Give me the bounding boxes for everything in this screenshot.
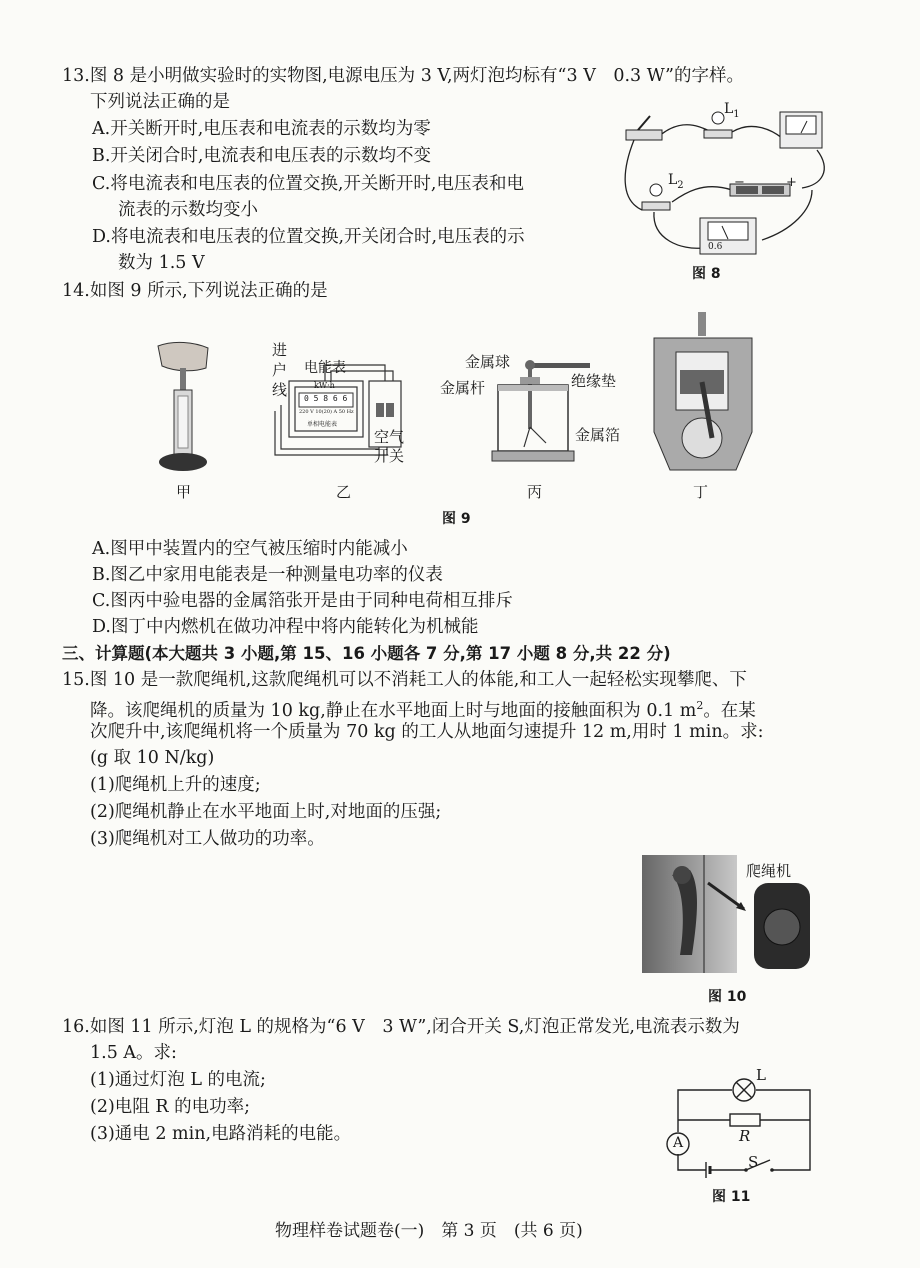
q15-line1: 15.图 10 是一款爬绳机,这款爬绳机可以不消耗工人的体能,和工人一起轻松实现攀爬、下 bbox=[62, 670, 747, 690]
figure-8-caption: 图 8 bbox=[692, 266, 721, 282]
fig9-label-metal-ball: 金属球 bbox=[465, 353, 511, 371]
fig9-label-jia: 甲 bbox=[176, 483, 192, 501]
q14-option-b: B.图乙中家用电能表是一种测量电功率的仪表 bbox=[92, 565, 443, 585]
fig9-label-inlet: 进 户 线 bbox=[272, 341, 288, 399]
q13-option-b: B.开关闭合时,电流表和电压表的示数均不变 bbox=[92, 146, 431, 166]
fig8-meter-scale: 0.6 bbox=[708, 242, 723, 252]
q14-stem: 14.如图 9 所示,下列说法正确的是 bbox=[62, 281, 328, 301]
fig11-label-ammeter-A: A bbox=[673, 1135, 684, 1151]
q16-sub2: (2)电阻 R 的电功率; bbox=[90, 1097, 250, 1117]
q13-stem-line1: 13.图 8 是小明做实验时的实物图,电源电压为 3 V,两灯泡均标有“3 V 0.3 W”的字样。 bbox=[62, 66, 744, 86]
fig9-label-meter: 电能表 bbox=[304, 360, 346, 376]
q15-sub2: (2)爬绳机静止在水平地面上时,对地面的压强; bbox=[90, 802, 442, 822]
figure-9-jia-compression-tube bbox=[150, 340, 220, 480]
q13-stem-line2: 下列说法正确的是 bbox=[90, 92, 230, 112]
figure-11-circuit-diagram bbox=[664, 1068, 814, 1178]
q15-line3: 次爬升中,该爬绳机将一个质量为 70 kg 的工人从地面匀速提升 12 m,用时 1 min。求: bbox=[90, 722, 764, 742]
fig11-label-lamp-L: L bbox=[756, 1066, 766, 1084]
fig9-label-insulation-pad: 绝缘垫 bbox=[571, 372, 617, 390]
figure-11-caption: 图 11 bbox=[712, 1189, 751, 1205]
section-3-header: 三、计算题(本大题共 3 小题,第 15、16 小题各 7 分,第 17 小题 8 分,共 22 分) bbox=[62, 644, 671, 663]
fig9-meter-spec: 220 V 10(20) A 50 Hz bbox=[299, 409, 354, 415]
q15-sub1: (1)爬绳机上升的速度; bbox=[90, 775, 261, 795]
q13-option-c-line1: C.将电流表和电压表的位置交换,开关断开时,电压表和电 bbox=[92, 174, 524, 194]
fig10-label-rope-climber: 爬绳机 bbox=[746, 862, 792, 880]
fig8-battery-plus: + bbox=[786, 175, 797, 190]
q15-line4: (g 取 10 N/kg) bbox=[90, 748, 215, 768]
q15-sub3: (3)爬绳机对工人做功的功率。 bbox=[90, 829, 325, 849]
fig8-label-l2: $L_2$ bbox=[668, 172, 684, 191]
fig9-meter-name: 单相电能表 bbox=[307, 421, 338, 428]
figure-9-ding-engine bbox=[648, 312, 758, 477]
q13-option-d-line2: 数为 1.5 V bbox=[118, 253, 205, 273]
q16-line1: 16.如图 11 所示,灯泡 L 的规格为“6 V 3 W”,闭合开关 S,灯泡正常发光,电流表示数为 bbox=[62, 1017, 740, 1037]
fig8-label-l1: $L_1$ bbox=[724, 101, 740, 120]
q16-sub3: (3)通电 2 min,电路消耗的电能。 bbox=[90, 1124, 352, 1144]
q16-line2: 1.5 A。求: bbox=[90, 1043, 177, 1063]
fig9-label-metal-rod: 金属杆 bbox=[440, 379, 486, 397]
fig9-label-yi: 乙 bbox=[336, 483, 352, 501]
q13-option-a: A.开关断开时,电压表和电流表的示数均为零 bbox=[92, 119, 431, 139]
q14-option-c: C.图丙中验电器的金属箔张开是由于同种电荷相互排斥 bbox=[92, 591, 513, 611]
fig9-meter-reading: 0 5 8 6 6 bbox=[304, 394, 348, 403]
fig8-battery-minus: − bbox=[734, 175, 745, 190]
q13-option-d-line1: D.将电流表和电压表的位置交换,开关闭合时,电压表的示 bbox=[92, 227, 525, 247]
figure-9-caption: 图 9 bbox=[442, 511, 471, 527]
fig9-label-metal-foil: 金属箔 bbox=[575, 426, 621, 444]
fig11-label-switch-S: S bbox=[748, 1153, 759, 1171]
fig9-label-air-switch: 空气 开关 bbox=[374, 428, 405, 465]
fig9-label-ding: 丁 bbox=[693, 483, 709, 501]
q14-option-a: A.图甲中装置内的空气被压缩时内能减小 bbox=[92, 539, 408, 559]
figure-8-circuit bbox=[612, 100, 832, 260]
q15-line2: 降。该爬绳机的质量为 10 kg,静止在水平地面上时与地面的接触面积为 0.1 $m^2$。在某 bbox=[90, 699, 756, 721]
q14-option-d: D.图丁中内燃机在做功冲程中将内能转化为机械能 bbox=[92, 617, 479, 637]
q16-sub1: (1)通过灯泡 L 的电流; bbox=[90, 1070, 266, 1090]
fig9-meter-unit: kW·h bbox=[314, 381, 335, 390]
fig9-label-bing: 丙 bbox=[527, 483, 543, 501]
page-footer: 物理样卷试题卷(一) 第 3 页 (共 6 页) bbox=[275, 1221, 583, 1241]
fig11-label-resistor-R: R bbox=[739, 1127, 751, 1145]
figure-10-caption: 图 10 bbox=[708, 989, 747, 1005]
q13-option-c-line2: 流表的示数均变小 bbox=[118, 200, 258, 220]
